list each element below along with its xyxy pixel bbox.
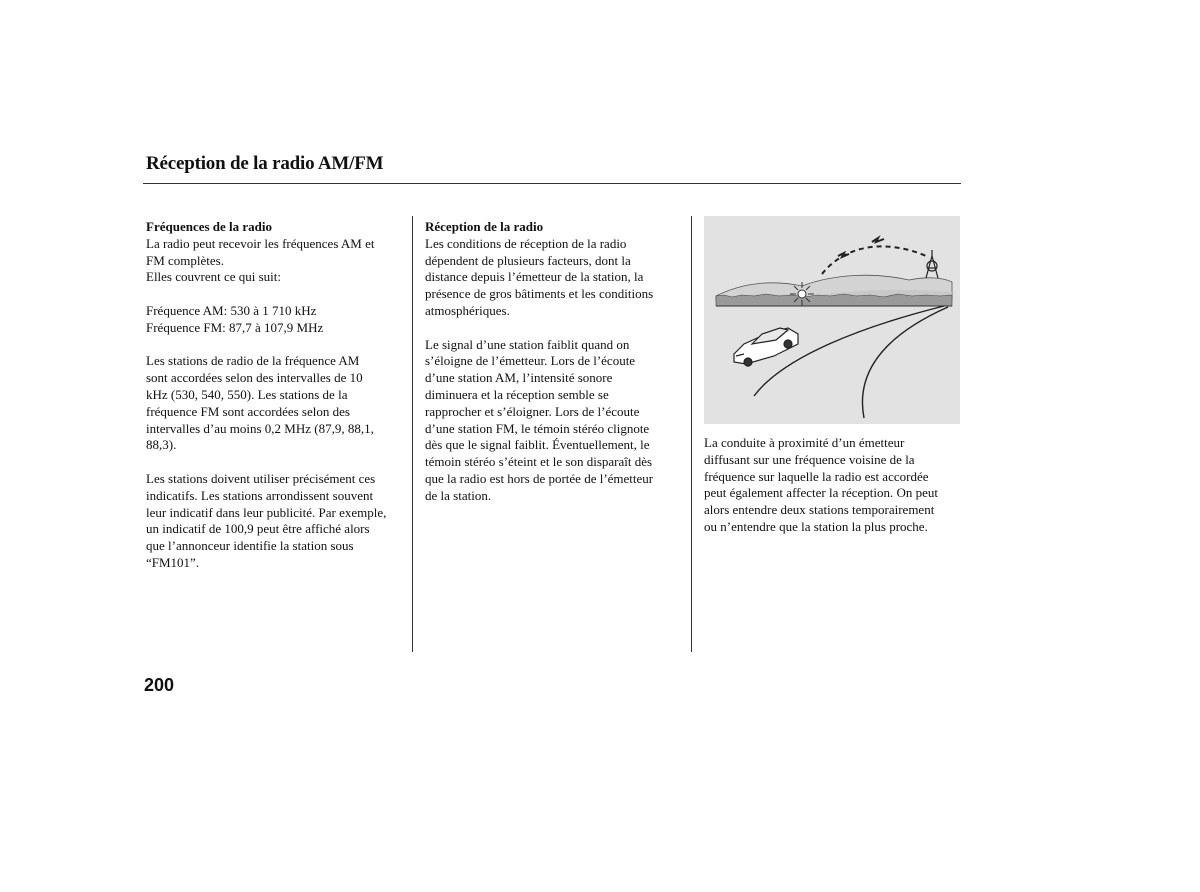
paragraph-block [425,236,653,505]
car-transmitter-icon [704,216,960,424]
text-line: dès que le signal faiblit. Éventuellement, le [425,437,650,453]
page-title: Réception de la radio AM/FM [146,153,384,174]
text-line: “FM101”. [146,554,200,570]
text-line: Les conditions de réception de la radio [425,235,627,251]
paragraph-block [704,435,938,536]
text-line: Fréquence AM: 530 à 1 710 kHz [146,302,317,318]
column-frequencies [146,219,386,572]
text-line: peut également affecter la réception. On peut [704,485,939,501]
text-line: Fréquence FM: 87,7 à 107,9 MHz [146,319,324,335]
text-line: d’une station AM, l’intensité sonore [425,370,613,386]
radio-reception-illustration [704,216,960,424]
paragraph-gap [425,320,653,337]
text-line: distance depuis l’émetteur de la station, la [425,269,644,285]
column-divider-1 [412,216,413,652]
text-line: La conduite à proximité d’un émetteur [704,435,905,450]
text-line: La radio peut recevoir les fréquences AM et [146,235,375,251]
text-line: alors entendre deux stations temporairement [704,502,935,518]
text-line: indicatifs. Les stations arrondissent souvent [146,487,374,503]
text-line: présence de gros bâtiments et les conditions [425,286,654,302]
text-line: atmosphériques. [425,302,510,318]
text-line: Elles couvrent ce qui suit: [146,269,282,285]
text-line: sont accordées selon des intervalles de 10 [146,370,363,386]
text-line: Le signal d’une station faiblit quand on [425,336,630,352]
text-line: Les stations de radio de la fréquence AM [146,353,360,369]
text-line: leur indicatif dans leur publicité. Par exemple, [146,504,387,520]
paragraph-gap [146,337,386,354]
paragraph-gap [146,286,386,303]
text-line: FM complètes. [146,252,224,268]
paragraph-block [146,236,386,572]
page-number: 200 [144,675,175,695]
text-line: intervalles d’au moins 0,2 MHz (87,9, 88,1, [146,420,374,436]
text-line: fréquence FM sont accordées selon des [146,403,350,419]
section-heading-frequencies: Fréquences de la radio [146,219,273,234]
column-reception [425,219,653,505]
text-line: de la station. [425,487,492,503]
paragraph-gap [146,454,386,471]
text-line: Les stations doivent utiliser précisément ces [146,470,376,486]
column-caption [704,435,938,536]
text-line: s’éloigne de l’émetteur. Lors de l’écoute [425,353,636,369]
text-line: témoin stéréo s’éteint et le son disparaît dès [425,454,653,470]
text-line: kHz (530, 540, 550). Les stations de la [146,386,348,402]
column-divider-2 [691,216,692,652]
text-line: que la radio est hors de portée de l’émetteur [425,470,654,486]
text-line: diffusant sur une fréquence voisine de la [704,451,915,467]
text-line: diminuera et la réception semble se [425,386,609,402]
text-line: rapprocher et s’éloigner. Lors de l’écoute [425,403,640,419]
section-heading-reception: Réception de la radio [425,219,544,234]
title-rule [143,183,961,184]
text-line: dépendent de plusieurs facteurs, dont la [425,252,631,268]
text-line: 88,3). [146,437,177,453]
text-line: que l’annonceur identifie la station sous [146,538,354,554]
text-line: d’une station FM, le témoin stéréo clignote [425,420,650,436]
text-line: un indicatif de 100,9 peut être affiché alors [146,521,370,537]
text-line: fréquence sur laquelle la radio est accordée [704,468,929,484]
text-line: ou n’entendre que la station la plus proche. [704,518,928,534]
